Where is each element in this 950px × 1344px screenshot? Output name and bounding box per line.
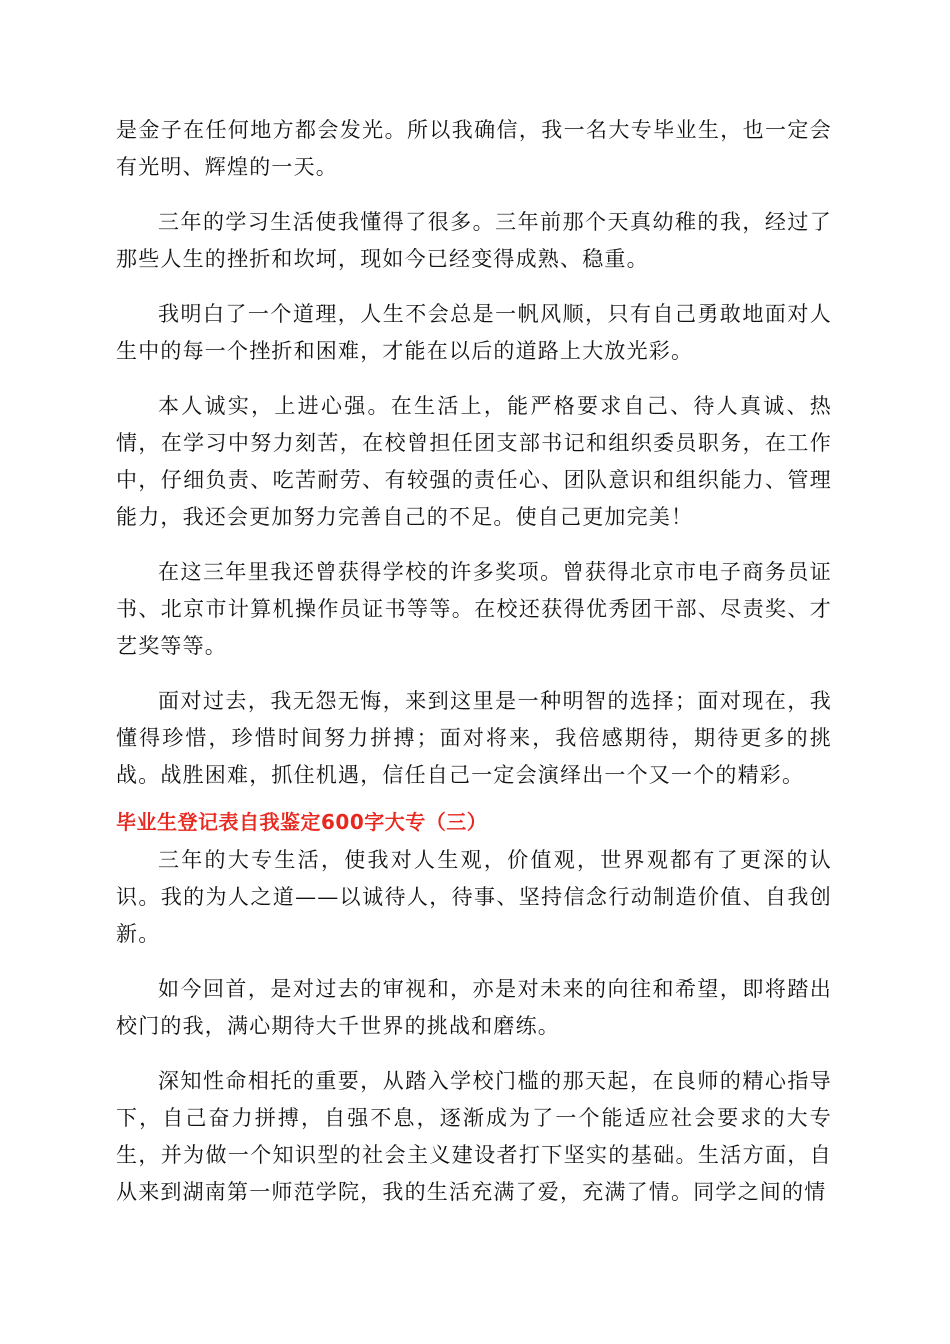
paragraph: 本人诚实，上进心强。在生活上，能严格要求自己、待人真诚、热情，在学习中努力刻苦，在校曾担任团支部书记和组织委员职务，在工作中，仔细负责、吃苦耐劳、有较强的责任心、团队意识和组织能力、管理能力，我还会更加努力完善自己的不足。使自己更加完美！ bbox=[116, 394, 832, 529]
paragraph: 深知性命相托的重要，从踏入学校门槛的那天起，在良师的精心指导下，自己奋力拼搏，自强不息，逐渐成为了一个能适应社会要求的大专生，并为做一个知识型的社会主义建设者打下坚实的基础。生活方面，自从来到湖南第一师范学院，我的生活充满了爱，充满了情。同学之间的情 bbox=[116, 1069, 832, 1204]
paragraph: 如今回首，是对过去的审视和，亦是对未来的向往和希望，即将踏出校门的我，满心期待大千世界的挑战和磨练。 bbox=[116, 977, 832, 1038]
paragraph: 我明白了一个道理，人生不会总是一帆风顺，只有自己勇敢地面对人生中的每一个挫折和困难，才能在以后的道路上大放光彩。 bbox=[116, 302, 832, 363]
document-page bbox=[116, 112, 832, 1229]
paragraph: 面对过去，我无怨无悔，来到这里是一种明智的选择；面对现在，我懂得珍惜，珍惜时间努力拼搏；面对将来，我倍感期待，期待更多的挑战。战胜困难，抓住机遇，信任自己一定会演绎出一个又一个的精彩。 bbox=[116, 689, 832, 787]
paragraph: 三年的学习生活使我懂得了很多。三年前那个天真幼稚的我，经过了那些人生的挫折和坎坷，现如今已经变得成熟、稳重。 bbox=[116, 210, 832, 271]
paragraph: 三年的大专生活，使我对人生观，价值观，世界观都有了更深的认识。我的为人之道——以诚待人，待事、坚持信念行动制造价值、自我创新。 bbox=[116, 848, 832, 946]
section-heading: 毕业生登记表自我鉴定600字大专（三） bbox=[116, 810, 488, 834]
paragraph: 在这三年里我还曾获得学校的许多奖项。曾获得北京市电子商务员证书、北京市计算机操作员证书等等。在校还获得优秀团干部、尽责奖、才艺奖等等。 bbox=[116, 560, 832, 658]
paragraph-continued: 是金子在任何地方都会发光。所以我确信，我一名大专毕业生，也一定会有光明、辉煌的一天。 bbox=[116, 118, 832, 179]
